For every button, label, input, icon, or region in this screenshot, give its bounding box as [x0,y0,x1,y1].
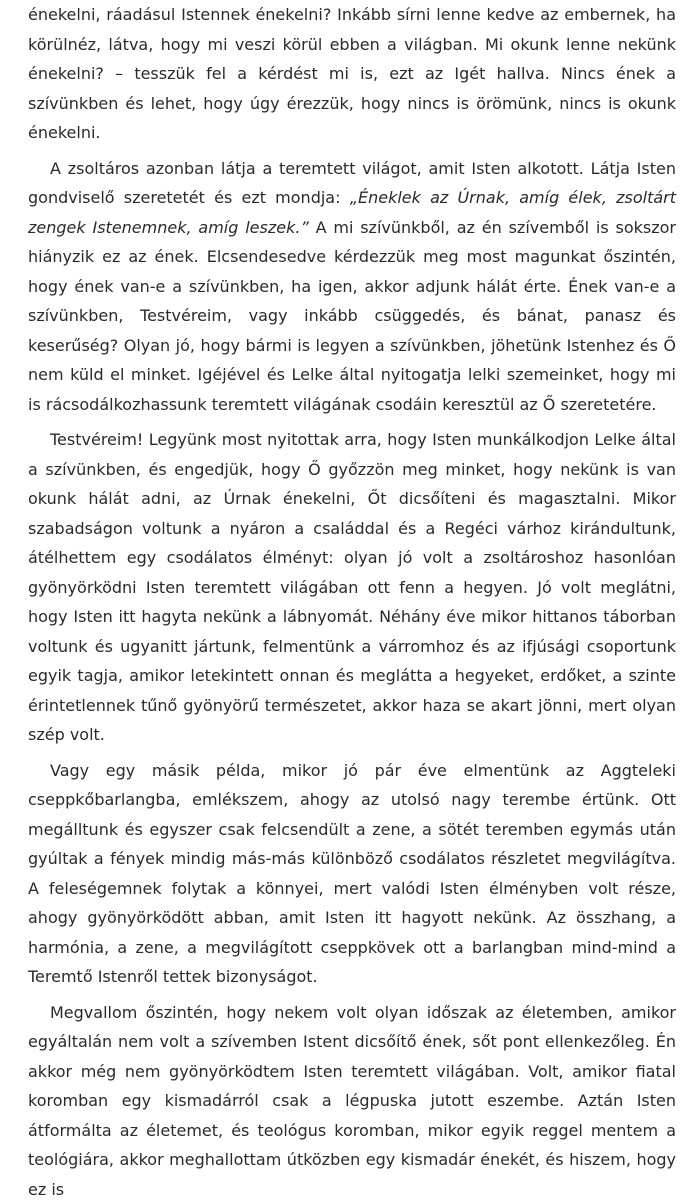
paragraph-4: Vagy egy másik példa, mikor jó pár éve elmentünk az Aggteleki cseppkőbarlangba, emlékszem, ahogy az utolsó nagy terembe értünk. Ott megálltunk és egyszer csak felcsendült a zene, a sötét teremben egymás után gyúltak a fények mindig más-más különböző csodálatos részletet megvilágítva. A feleségemnek folytak a könnyei, mert valódi Isten élményben volt része, ahogy gyönyörködött abban, amit Isten itt hagyott nekünk. Az összhang, a harmónia, a zene, a megvilágított cseppkövek ott a barlangban mind-mind a Teremtő Istenről tettek bizonyságot. [28,756,676,992]
paragraph-2-rest: A mi szívünkből, az én szívemből is sokszor hiányzik ez az ének. Elcsendesedve kérdezzük meg most magunkat őszintén, hogy ének van-e a szívünkben, ha igen, akkor adjunk hálát érte. Ének van-e a szívünkben, Testvéreim, vagy inkább csüggedés, és bánat, panasz és keserűség? Olyan jó, hogy bármi is legyen a szívünkben, jöhetünk Istenhez és Ő nem küld el minket. Igéjével és Lelke által nyitogatja lelki szemeinket, hogy mi is rácsodálkozhassunk teremtett világának csodáin keresztül az Ő szeretetére. [28,218,676,414]
psalm-quote: „Éneklek az Úrnak, amíg élek, zsoltárt zengek Istenemnek, amíg leszek.” [28,188,676,237]
document-page [28,0,676,1204]
paragraph-2-intro: A zsoltáros azonban látja a teremtett világot, amit Isten alkotott. Látja Isten gondviselő szeretetét és ezt mondja: [28,159,676,208]
paragraph-5: Megvallom őszintén, hogy nekem volt olyan időszak az életemben, amikor egyáltalán nem volt a szívemben Istent dicsőítő ének, sőt pont ellenkezőleg. Én akkor még nem gyönyörködtem Isten teremtett világában. Volt, amikor fiatal koromban egy kismadárról csak a légpuska jutott eszembe. Aztán Isten átformálta az életemet, és teológus koromban, mikor egyik reggel mentem a teológiára, akkor meghallottam útközben egy kismadár énekét, és hiszem, hogy ez is [28,998,676,1204]
paragraph-2 [28,154,676,420]
paragraph-3: Testvéreim! Legyünk most nyitottak arra, hogy Isten munkálkodjon Lelke által a szívünkben, és engedjük, hogy Ő győzzön meg minket, hogy nekünk is van okunk hálát adni, az Úrnak énekelni, Őt dicsőíteni és magasztalni. Mikor szabadságon voltunk a nyáron a családdal és a Regéci várhoz kirándultunk, átélhettem egy csodálatos élményt: olyan jó volt a zsoltároshoz hasonlóan gyönyörködni Isten teremtett világában ott fenn a hegyen. Jó volt meglátni, hogy Isten itt hagyta nekünk a lábnyomát. Néhány éve mikor hittanos táborban voltunk és ugyanitt jártunk, felmentünk a várromhoz és az ifjúsági csoportunk egyik tagja, amikor letekintett onnan és meglátta a hegyeket, erdőket, a szinte érintetlennek tűnő gyönyörű természetet, akkor haza se akart jönni, mert olyan szép volt. [28,425,676,750]
paragraph-1: énekelni, ráadásul Istennek énekelni? Inkább sírni lenne kedve az embernek, ha körülnéz, látva, hogy mi veszi körül ebben a világban. Mi okunk lenne nekünk énekelni? – tesszük fel a kérdést mi is, ezt az Igét hallva. Nincs ének a szívünkben és lehet, hogy úgy érezzük, hogy nincs is örömünk, nincs is okunk énekelni. [28,0,676,148]
